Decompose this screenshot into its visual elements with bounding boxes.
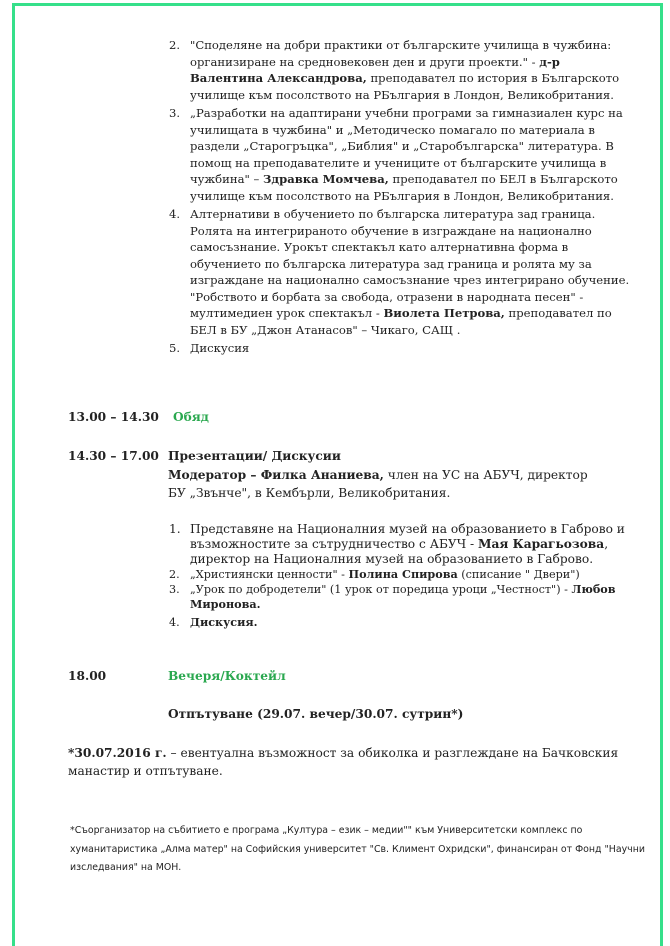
- speaker-name: Мая Карагьозова: [478, 537, 605, 551]
- speaker-name: Любов Миронова.: [190, 582, 616, 611]
- speaker-name: Полина Спирова: [348, 567, 458, 581]
- departure: Отпътуване (29.07. вечер/30.07. сутрин*): [168, 707, 464, 721]
- speaker-name: Здравка Момчева,: [263, 172, 389, 186]
- list-item: 2. "Споделяне на добри практики от българските училища в чужбина: организиране на средновековен ден и други проекти." - д-р Валентина Александрова, преподавател по история в Българското училище към посолството на РБългария в Лондон, Великобритания.: [169, 38, 620, 102]
- dinner-label: Вечеря/Коктейл: [168, 669, 286, 683]
- excursion-note: *30.07.2016 г. – евентуална възможност за обиколка и разглеждане на Бачковския манастир и отпътуване.: [68, 746, 619, 778]
- speaker-name: Виолета Петрова,: [383, 306, 505, 320]
- moderator: Модератор – Филка Ананиева, член на УС на АБУЧ, директор БУ „Звънче", в Кембърли, Великобритания.: [168, 468, 588, 500]
- lunch-time: 13.00 – 14.30: [68, 410, 159, 424]
- list-item: 1. Представяне на Националния музей на образованието в Габрово и възможностите за сътрудничество с АБУЧ - Мая Карагьозова, директор на Националния музей на образованието в Габрово.: [169, 522, 625, 566]
- dinner-time: 18.00: [68, 669, 107, 683]
- lunch-label: Обяд: [173, 410, 209, 424]
- speaker-name: д-р Валентина Александрова,: [190, 54, 560, 85]
- session2-list: [169, 522, 635, 630]
- list-item: 3. „Разработки на адаптирани учебни програми за гимназиален курс на училищата в чужбина" и „Методическо помагало по материала в раздели „Старогръцка", „Библия" и „Старобългарска" литература. В помощ на преподавателите и учениците от българските училища в чужбина" – Здравка Момчева, преподавател по БЕЛ в Българското училище към посолството на РБългария в Лондон, Великобритания.: [169, 106, 623, 203]
- session2-title: Презентации/ Дискусии: [168, 449, 341, 463]
- list-item: 5. Дискусия: [169, 341, 250, 355]
- list-item: 4. Дискусия.: [169, 615, 258, 629]
- list-item: 2. „Християнски ценности" - Полина Спирова (списание " Двери"): [169, 567, 580, 581]
- list-item: 3. „Урок по добродетели" (1 урок от поредица уроци „Честност") - Любов Миронова.: [169, 582, 616, 611]
- session2-time: 14.30 – 17.00: [68, 449, 159, 463]
- list-item: 4. Алтернативи в обучението по българска литература зад граница. Ролята на интегрираното обучение в изграждане на национално самосъзнание. Урокът спектакъл като алтернативна форма в обучението по българска литература зад граница и ролята му за изграждане на национално самосъзнание чрез интегрирано обучение. "Робството и борбата за свобода, отразени в народната песен" - мултимедиен урок спектакъл - Виолета Петрова, преподавател по БЕЛ в БУ „Джон Атанасов" – Чикаго, САЩ .: [169, 207, 630, 337]
- footnote: *Съорганизатор на събитието е програма „Култура – език – медии"" към Университетски комплекс по хуманитаристика „Алма матер" на Софийския университет "Св. Климент Охридски", финансиран от Фонд "Научни изследвания" на МОН.: [70, 825, 645, 873]
- session1-list: [169, 37, 635, 357]
